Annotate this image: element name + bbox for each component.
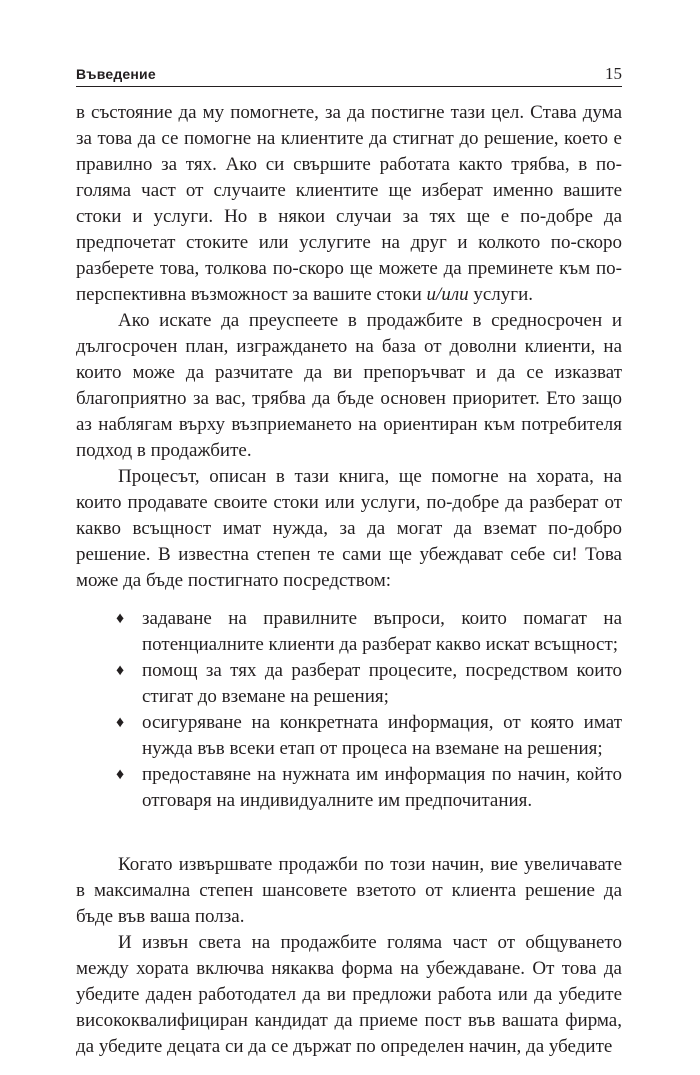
paragraph-3: Процесът, описан в тази книга, ще помогне на хората, на които продавате своите стоки или услуги, по-добре да разберат от какво всъщност имат нужда, за да могат да вземат по-добро решение. В известна степен те сами ще убеждават себе си! Това може да бъде постигнато посредством: xyxy=(76,466,622,591)
list-item-text: осигуряване на конкретната информация, от която имат нужда във всеки етап от процеса на вземане на решения; xyxy=(142,712,622,759)
paragraph-1-end: услуги. xyxy=(468,284,534,305)
list-item xyxy=(116,658,622,710)
diamond-bullet-icon: ♦ xyxy=(116,610,125,627)
paragraph-1-text: в състояние да му помогнете, за да постигне тази цел. Става дума за това да се помогне на клиентите да стигнат до решение, което е правилно за тях. Ако си свършите работата както трябва, в по-голяма част от случаите клиентите ще изберат именно вашите стоки и услуги. Но в някои случаи за тях ще е по-добре да предпочетат стоките или услугите на друг и колкото по-скоро разберете това, толкова по-скоро ще можете да преминете към по-перспективна възможност за вашите стоки xyxy=(76,102,622,305)
diamond-bullet-icon: ♦ xyxy=(116,766,125,783)
paragraph-2: Ако искате да преуспеете в продажбите в средносрочен и дългосрочен план, изграждането на база от доволни клиенти, на които може да разчитате да ви препоръчват и да се изказват благоприятно за вас, трябва да бъде основен приоритет. Ето защо аз наблягам върху възприемането на ориентиран към потребителя подход в продажбите. xyxy=(76,310,622,461)
paragraph-1 xyxy=(76,100,622,308)
list-item-text: задаване на правилните въпроси, които помагат на потенциалните клиенти да разберат какво искат всъщност; xyxy=(142,608,622,655)
running-header xyxy=(76,64,622,87)
page-body xyxy=(76,100,622,1060)
list-item-text: предоставяне на нужната им информация по начин, който отговаря на индивидуалните им предпочитания. xyxy=(142,764,622,811)
section-title: Въведение xyxy=(76,66,156,82)
list-item xyxy=(116,762,622,814)
page-number: 15 xyxy=(605,64,622,83)
bullet-list xyxy=(76,606,622,814)
list-item-text: помощ за тях да разберат процесите, посредством които стигат до вземане на решения; xyxy=(142,660,622,707)
diamond-bullet-icon: ♦ xyxy=(116,662,125,679)
list-item xyxy=(116,606,622,658)
diamond-bullet-icon: ♦ xyxy=(116,714,125,731)
paragraph-1-italic: и/или xyxy=(426,284,469,305)
list-item xyxy=(116,710,622,762)
paragraph-4: Когато извършвате продажби по този начин, вие увеличавате в максимална степен шансовете взетото от клиента решение да бъде във ваша полза. xyxy=(76,854,622,927)
paragraph-5: И извън света на продажбите голяма част от общуването между хората включва някаква форма на убеждаване. От това да убедите даден работодател да ви предложи работа или да убедите висококвалифициран кандидат да приеме пост във вашата фирма, да убедите децата си да се държат по определен начин, да убедите xyxy=(76,932,622,1057)
